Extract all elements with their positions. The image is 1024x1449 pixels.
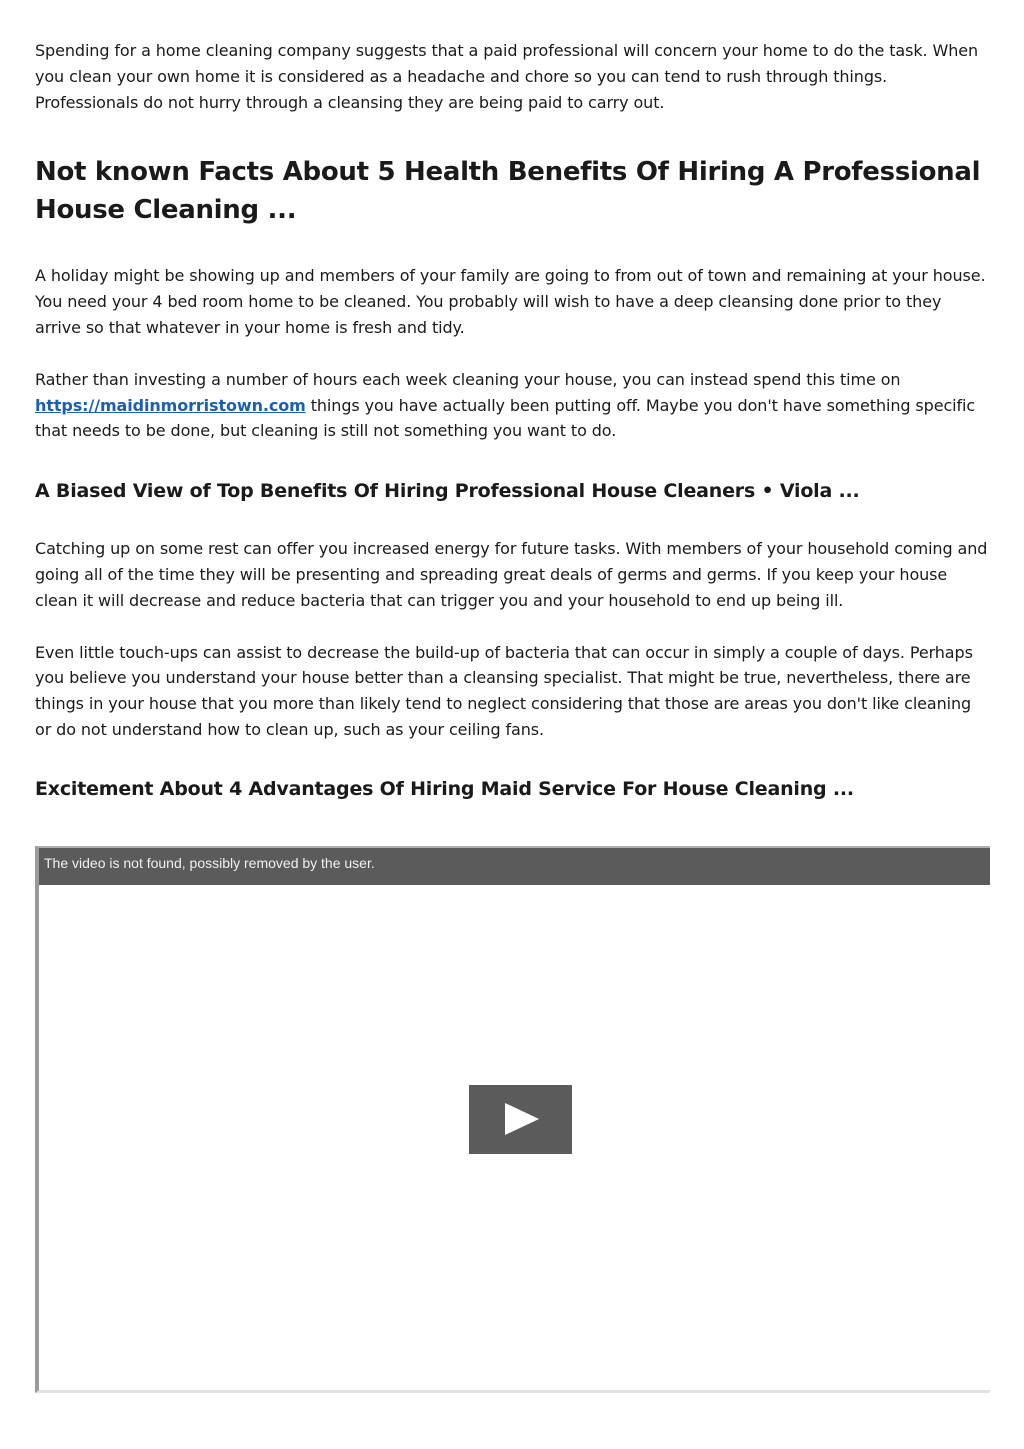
video-not-found-message: The video is not found, possibly removed by the user. [44,855,375,871]
article [35,38,990,802]
intro-paragraph: Spending for a home cleaning company suggests that a paid professional will concern your home to do the task. When you clean your own home it is considered as a headache and chore so you can tend to rush through things. Professionals do not hurry through a cleansing they are being paid to carry out. [35,41,979,112]
touchups-paragraph: Even little touch-ups can assist to decrease the build-up of bacteria that can occur in simply a couple of days. Perhaps you believe you understand your house better than a cleansing specialist. That might be true, nevertheless, there are things in your house that you more than likely tend to neglect considering that those are areas you don't like cleaning or do not understand how to clean up, such as your ceiling fans. [35,642,973,739]
play-icon [505,1103,539,1135]
hours-paragraph [35,367,990,444]
rest-paragraph: Catching up on some rest can offer you increased energy for future tasks. With members of your household coming and going all of the time they will be presenting and spreading great deals of germs and germs. If you keep your house clean it will decrease and reduce bacteria that can trigger you and your household to end up being ill. [35,539,988,610]
hours-text-before: Rather than investing a number of hours each week cleaning your house, you can instead spend this time on [35,369,901,389]
play-button[interactable] [469,1085,572,1154]
video-embed[interactable] [35,846,990,1393]
excitement-heading: Excitement About 4 Advantages Of Hiring Maid Service For House Cleaning ... [35,777,854,800]
main-heading: Not known Facts About 5 Health Benefits Of Hiring A Professional House Cleaning ... [35,157,981,226]
holiday-paragraph: A holiday might be showing up and members of your family are going to from out of town and remaining at your house. You need your 4 bed room home to be cleaned. You probably will wish to have a deep cleansing done prior to they arrive so that whatever in your home is fresh and tidy. [35,266,986,337]
video-title-bar [39,848,990,885]
biased-view-heading: A Biased View of Top Benefits Of Hiring Professional House Cleaners • Viola ... [35,480,860,503]
hours-text-after: things you have actually been putting off. Maybe you don't have something specific that needs to be done, but cleaning is still not something you want to do. [35,395,976,441]
maidinmorristown-link[interactable]: https://maidinmorristown.com [35,395,306,415]
